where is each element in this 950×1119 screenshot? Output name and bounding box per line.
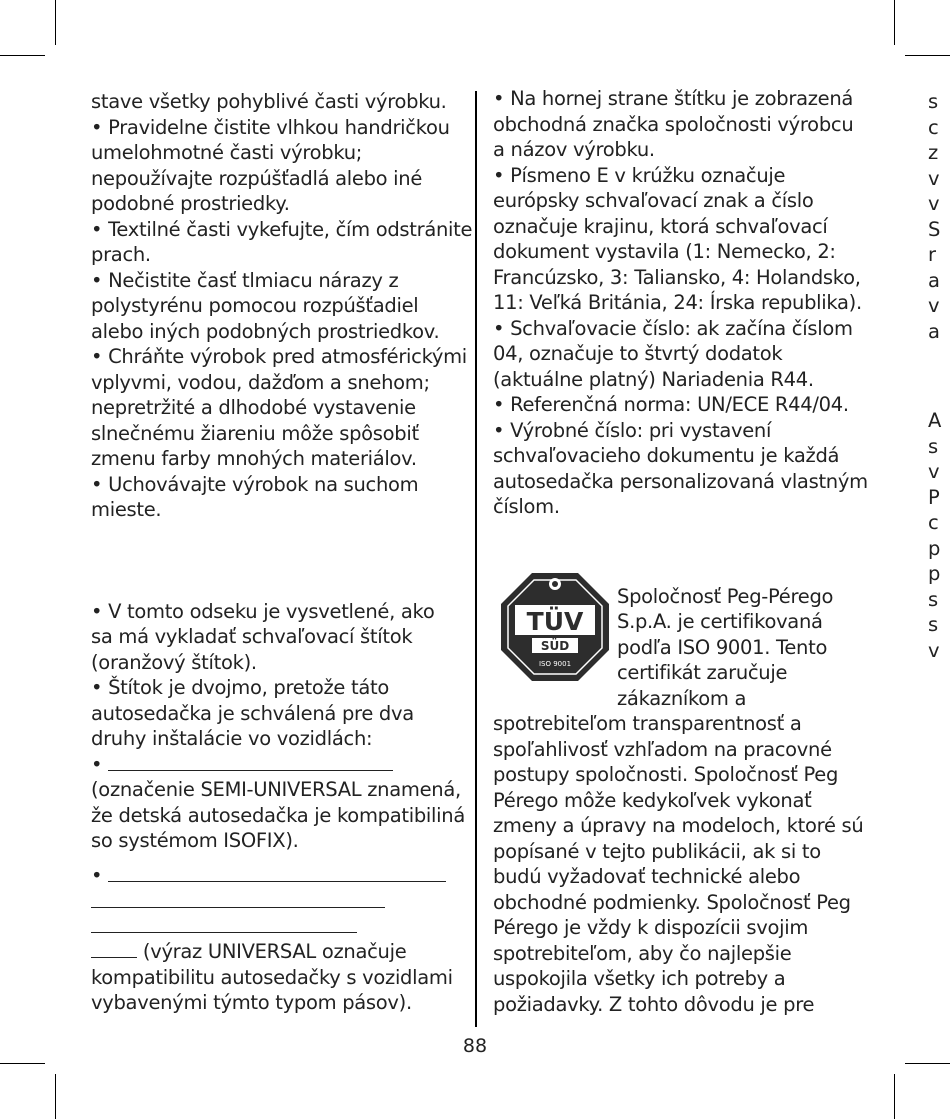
bullet: • — [91, 863, 103, 887]
text-line: 11: Veľká Británia, 24: Írska republika). — [493, 291, 862, 314]
text-line: spotrebiteľom, aby čo najlepšie — [493, 941, 792, 965]
label-explanation — [91, 599, 465, 1016]
care-instructions — [91, 89, 473, 523]
text-line: • Referenčná norma: UN/ECE R44/04. — [493, 393, 849, 416]
page-number: 88 — [462, 1035, 488, 1057]
text-line: autosedačka personalizovaná vlastným — [493, 469, 868, 493]
text-line: druhy inštalácie vo vozidlách: — [91, 727, 373, 750]
text-fragment: S — [928, 217, 941, 241]
crop-mark — [905, 55, 950, 56]
adjacent-page-edge — [928, 89, 950, 663]
text-line: vplyvmi, vodou, dažďom a snehom; — [91, 370, 430, 394]
blank-underline — [108, 863, 446, 882]
text-line: • Pravidelne čistite vlhkou handričkou — [91, 115, 450, 139]
text-fragment: s — [928, 587, 938, 611]
blank-underline — [91, 932, 357, 933]
text-line: • Chráňte výrobok pred atmosférickými — [91, 345, 467, 368]
logo-brand: TÜV — [526, 607, 584, 636]
text-line: • Textilné časti vykefujte, čím odstránite — [91, 217, 473, 241]
tuv-sud-logo — [499, 571, 611, 683]
text-line: Francúzsko, 3: Taliansko, 4: Holandsko, — [493, 265, 861, 289]
blank-underline — [91, 907, 385, 908]
logo-sub: SÜD — [540, 639, 570, 653]
text-fragment: P — [928, 485, 940, 509]
text-fragment: a — [928, 319, 940, 343]
crop-mark — [0, 1063, 45, 1064]
crop-mark — [894, 1074, 895, 1119]
text-line: S.p.A. je certifikovaná — [617, 610, 823, 633]
text-line: označuje krajinu, ktorá schvaľovací — [493, 214, 828, 238]
text-line: stave všetky pohyblivé časti výrobku. — [91, 90, 447, 113]
text-line: alebo iných podobných prostriedkov. — [91, 319, 440, 343]
text-line: vybavenými týmto typom pásov). — [91, 991, 412, 1014]
text-line: zmenu farby mnohých materiálov. — [91, 447, 417, 470]
text-line — [91, 939, 461, 965]
text-line: budú vyžadovať technické alebo — [493, 865, 801, 888]
text-line: polystyrénu pomocou rozpúšťadiel — [91, 294, 419, 317]
text-fragment: v — [928, 192, 940, 215]
text-line: autosedačka je schválená pre dva — [91, 701, 414, 725]
crop-mark — [0, 55, 45, 56]
blank-underline — [91, 939, 137, 958]
text-fragment: v — [928, 166, 940, 190]
text-line: umelohmotné časti výrobku; — [91, 141, 363, 164]
text-fragment: (výraz UNIVERSAL označuje — [137, 940, 407, 963]
blank-underline-row — [91, 888, 461, 914]
text-line: • Písmeno E v krúžku označuje — [493, 163, 786, 187]
text-line: popísané v tejto publikácii, ak si to — [493, 839, 821, 863]
spacer — [91, 854, 461, 863]
text-fragment: s — [928, 613, 938, 636]
text-line: mieste. — [91, 498, 162, 521]
text-line: • Schvaľovacie číslo: ak začína číslom — [493, 316, 853, 340]
blank-underline — [108, 752, 393, 771]
text-line: sa má vykladať schvaľovací štítok — [91, 625, 413, 648]
crop-mark — [55, 0, 56, 45]
text-line: číslom. — [493, 495, 560, 518]
text-line: • Na hornej strane štítku je zobrazená — [493, 87, 854, 110]
text-fragment: v — [928, 638, 940, 662]
logo-cert: ISO 9001 — [538, 660, 572, 668]
text-fragment: a — [928, 268, 940, 292]
blank-underline-row — [91, 914, 461, 940]
text-line: spotrebiteľom transparentnosť a — [493, 712, 802, 735]
text-fragment: v — [928, 294, 940, 317]
text-line: • Uchovávajte výrobok na suchom — [91, 472, 419, 496]
label-details — [493, 86, 868, 520]
text-line: so systémom ISOFIX). — [91, 829, 299, 852]
text-fragment: c — [928, 511, 939, 534]
text-line: schvaľovacieho dokumentu je každá — [493, 444, 840, 467]
text-line: obchodné podmienky. Spoločnosť Peg — [493, 890, 851, 914]
text-line: požiadavky. Z tohto dôvodu je pre — [493, 992, 815, 1016]
crop-mark — [905, 1063, 950, 1064]
text-line: (aktuálne platný) Nariadenia R44. — [493, 367, 814, 391]
text-line: slnečnému žiareniu môže spôsobiť — [91, 421, 419, 445]
text-line: postupy spoločnosti. Spoločnosť Peg — [493, 763, 839, 786]
text-line: nepoužívajte rozpúšťadlá alebo iné — [91, 166, 423, 190]
bullet-line — [91, 752, 461, 778]
text-fragment: c — [928, 115, 939, 139]
text-line: Pérego je vždy k dispozícii svojim — [493, 916, 809, 939]
text-fragment: v — [928, 460, 940, 483]
text-line: certifikát zaručuje — [617, 661, 788, 684]
right-column — [493, 86, 868, 1017]
text-line: Pérego môže kedykoľvek vykonať — [493, 788, 812, 812]
text-line: spoľahlivosť vzhľadom na pracovné — [493, 737, 832, 761]
text-line: podľa ISO 9001. Tento — [617, 635, 828, 659]
crop-mark — [894, 0, 895, 45]
text-line: prach. — [91, 243, 151, 266]
crop-mark — [55, 1074, 56, 1119]
text-fragment: s — [928, 434, 938, 458]
text-line: obchodná značka spoločnosti výrobcu — [493, 112, 854, 136]
text-fragment: A — [928, 409, 942, 432]
text-line: podobné prostriedky. — [91, 192, 290, 215]
text-line: zmeny a úpravy na modeloch, ktoré sú — [493, 814, 864, 837]
text-line: 04, označuje to štvrtý dodatok — [493, 342, 783, 365]
text-line: • Štítok je dvojmo, pretože táto — [91, 676, 389, 699]
text-line: zákazníkom a — [617, 686, 747, 710]
text-fragment: s — [928, 90, 938, 113]
text-line: • Nečistite časť tlmiacu nárazy z — [91, 268, 399, 292]
left-column — [91, 89, 473, 1016]
text-line: uspokojila všetky ich potreby a — [493, 967, 786, 990]
text-fragment: p — [928, 536, 941, 560]
text-line: nepretržité a dlhodobé vystavenie — [91, 396, 416, 419]
text-line: že detská autosedačka je kompatibiliná — [91, 803, 465, 827]
text-line: európsky schvaľovací znak a číslo — [493, 189, 814, 212]
text-fragment: r — [928, 243, 936, 266]
text-line: Spoločnosť Peg-Pérego — [617, 584, 834, 608]
text-line: dokument vystavila (1: Nemecko, 2: — [493, 240, 836, 263]
text-line: a názov výrobku. — [493, 138, 655, 161]
text-line: • V tomto odseku je vysvetlené, ako — [91, 599, 435, 623]
text-fragment: p — [928, 562, 941, 585]
column-divider — [475, 91, 477, 1027]
text-line: kompatibilitu autosedačky s vozidlami — [91, 965, 453, 989]
spacer — [928, 344, 950, 408]
text-line: (oranžový štítok). — [91, 650, 257, 674]
text-line: (označenie SEMI-UNIVERSAL znamená, — [91, 778, 461, 801]
text-line: • Výrobné číslo: pri vystavení — [493, 418, 772, 442]
text-fragment: z — [928, 141, 938, 164]
bullet-line — [91, 863, 461, 889]
bullet: • — [91, 752, 103, 776]
